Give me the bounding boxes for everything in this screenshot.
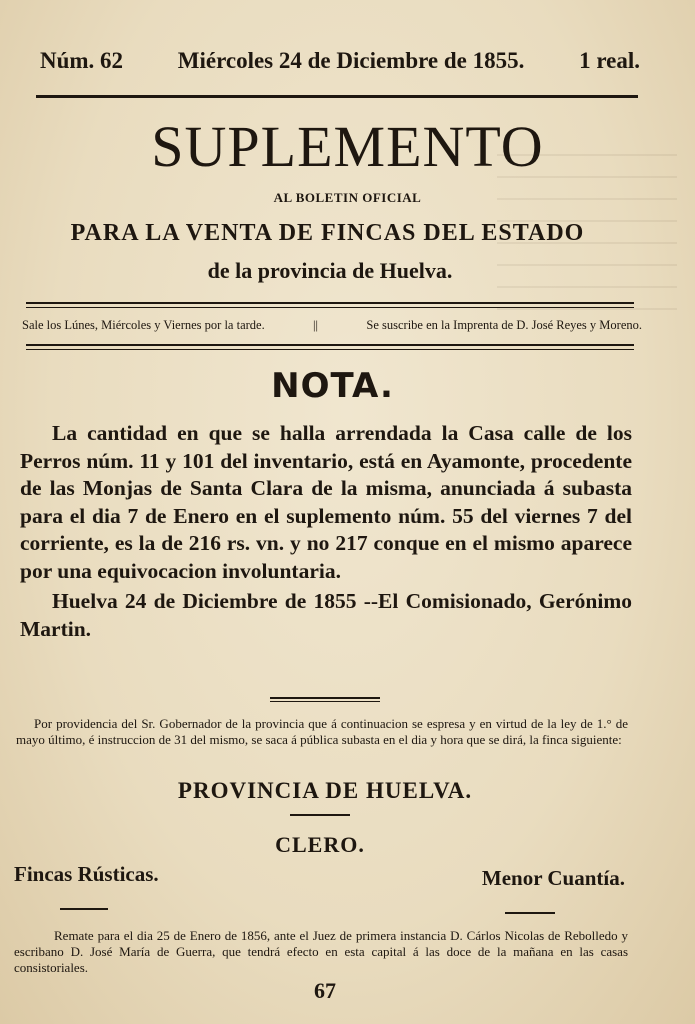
province-heading: PROVINCIA DE HUELVA.	[177, 778, 473, 803]
nota-heading: NOTA.	[271, 366, 394, 406]
providencia-text: Por providencia del Sr. Gobernador de la provincia que á continuacion se espresa y en virtud de la ley de 1.° de mayo último, é instruccion de 31 del mismo, se saca á pública subasta en el dia y hora que se dirá, la finca siguiente:	[16, 716, 628, 747]
masthead	[40, 48, 640, 74]
page-title: SUPLEMENTO	[151, 114, 544, 179]
nota-signature: Huelva 24 de Diciembre de 1855 --El Comisionado, Gerónimo Martin.	[20, 589, 632, 641]
subtitle-province: de la provincia de Huelva.	[207, 258, 453, 283]
publication-notice	[22, 318, 642, 333]
separator-left	[60, 908, 108, 910]
issue-date: Miércoles 24 de Diciembre de 1855.	[177, 48, 525, 73]
remate-block	[14, 928, 628, 976]
issue-number: Núm. 62	[40, 48, 124, 73]
notice-separator: ||	[313, 318, 319, 332]
notice-schedule: Sale los Lúnes, Miércoles y Viernes por la tarde.	[22, 318, 265, 332]
issue-price: 1 real.	[579, 48, 640, 73]
subtitle-boletin: AL BOLETIN OFICIAL	[273, 190, 422, 205]
subtitle-venta: PARA LA VENTA DE FINCAS DEL ESTADO	[70, 220, 585, 246]
cuantia-category: Menor Cuantía.	[481, 866, 625, 890]
clero-heading: CLERO.	[275, 832, 365, 857]
nota-paragraph: La cantidad en que se halla arrendada la Casa calle de los Perros núm. 11 y 101 del inventario, está en Ayamonte, procedente de las Monjas de Santa Clara de la misma, anunciada á subasta para el dia 7 de Enero en el suplemento núm. 55 del viernes 7 del corriente, es la de 216 rs. vn. y no 217 conque en el mismo aparece por una equivocacion involuntaria.	[20, 421, 632, 583]
nota-body	[20, 420, 632, 643]
separator-right	[505, 912, 555, 914]
divider-top	[26, 302, 634, 308]
notice-subscription: Se suscribe en la Imprenta de D. José Reyes y Moreno.	[366, 318, 642, 332]
divider-bottom	[26, 344, 634, 350]
fincas-category: Fincas Rústicas.	[14, 862, 159, 886]
remate-text: Remate para el dia 25 de Enero de 1856, ante el Juez de primera instancia D. Cárlos Nicolas de Rebolledo y escribano D. José María de Guerra, que tendrá efecto en esta capital á las doce de la mañana en las casas consistoriales.	[14, 928, 628, 975]
section-divider	[270, 697, 380, 702]
masthead-rule	[36, 95, 638, 98]
providencia-block	[16, 716, 628, 748]
province-underline	[290, 814, 350, 816]
page-number: 67	[314, 978, 336, 1003]
